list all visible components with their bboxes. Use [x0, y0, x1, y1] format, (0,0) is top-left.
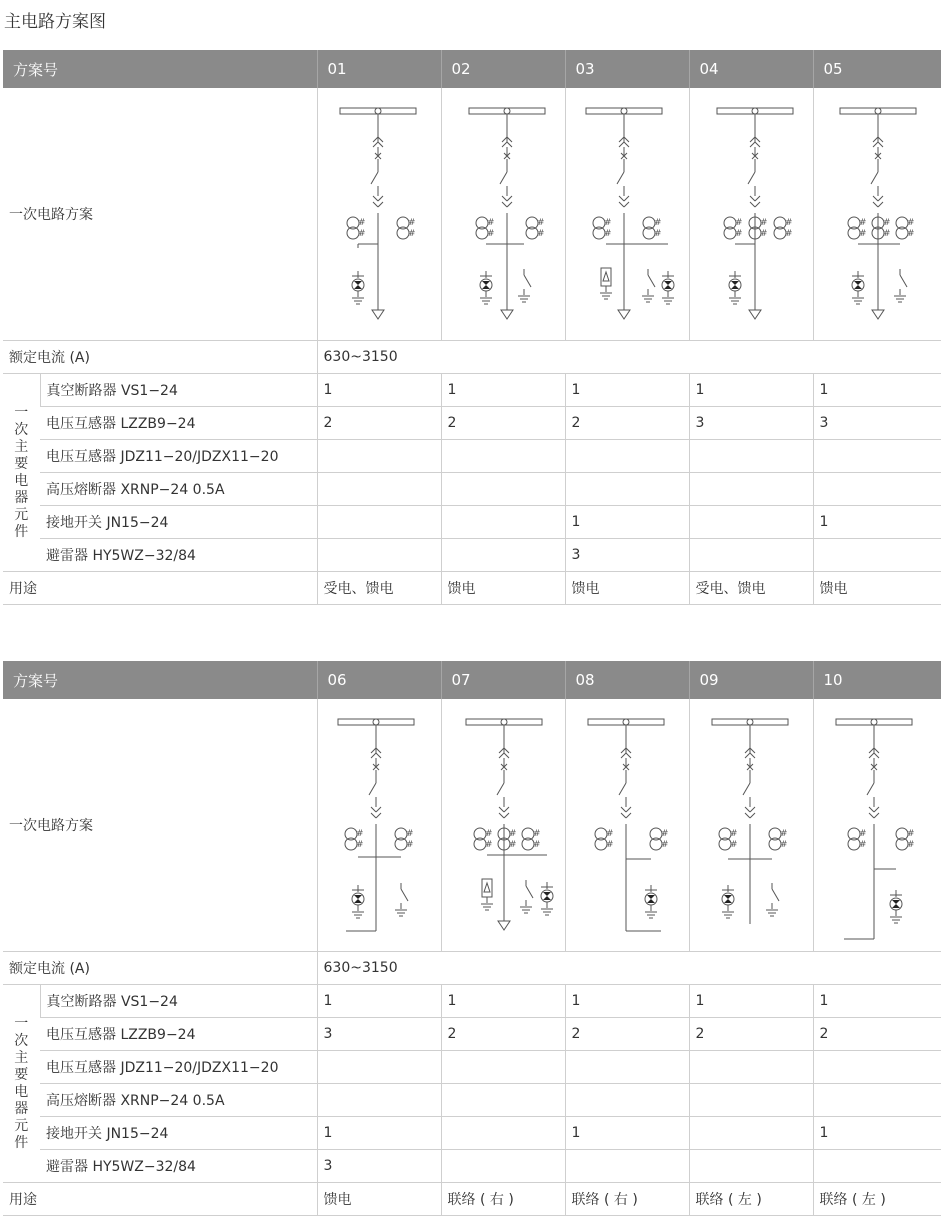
svg-text:#: #: [660, 829, 669, 839]
usage-value: 联络 ( 右 ): [441, 1183, 565, 1216]
scheme-no-label: 方案号: [3, 50, 317, 88]
svg-text:#: #: [355, 840, 364, 850]
circuit-diagram: [317, 88, 441, 341]
svg-text:#: #: [532, 840, 541, 850]
component-name: 真空断路器 VS1−24: [40, 374, 317, 407]
component-name: 高压熔断器 XRNP−24 0.5A: [40, 1084, 317, 1117]
component-qty: [441, 506, 565, 539]
component-qty: [317, 440, 441, 473]
svg-text:#: #: [906, 229, 915, 239]
component-qty: 2: [441, 407, 565, 440]
component-qty: [441, 1150, 565, 1183]
usage-label: 用途: [3, 1183, 317, 1216]
svg-text:#: #: [508, 840, 517, 850]
page-title: 主电路方案图: [4, 12, 106, 32]
svg-text:#: #: [906, 840, 915, 850]
svg-text:#: #: [660, 840, 669, 850]
component-qty: 1: [813, 1117, 941, 1150]
component-qty: [689, 473, 813, 506]
component-qty: 1: [565, 1117, 689, 1150]
svg-text:#: #: [484, 829, 493, 839]
usage-value: 馈电: [565, 572, 689, 605]
primary-circuit-label: 一次电路方案: [3, 88, 317, 341]
component-qty: 1: [317, 1117, 441, 1150]
component-qty: 1: [813, 506, 941, 539]
svg-text:#: #: [605, 840, 614, 850]
component-name: 电压互感器 LZZB9−24: [40, 407, 317, 440]
component-qty: [317, 539, 441, 572]
component-qty: [689, 1084, 813, 1117]
svg-text:#: #: [405, 829, 414, 839]
component-qty: 1: [317, 985, 441, 1018]
component-qty: [689, 1117, 813, 1150]
svg-text:#: #: [858, 229, 867, 239]
component-name: 电压互感器 JDZ11−20/JDZX11−20: [40, 440, 317, 473]
component-qty: [565, 1150, 689, 1183]
scheme-number: 10: [813, 661, 941, 699]
component-qty: [441, 440, 565, 473]
svg-text:#: #: [405, 840, 414, 850]
usage-value: 馈电: [813, 572, 941, 605]
svg-text:#: #: [536, 218, 545, 228]
svg-text:#: #: [357, 218, 366, 228]
usage-value: 受电、馈电: [317, 572, 441, 605]
svg-text:#: #: [784, 229, 793, 239]
component-qty: 3: [689, 407, 813, 440]
svg-text:#: #: [603, 229, 612, 239]
svg-text:#: #: [858, 840, 867, 850]
component-qty: 2: [441, 1018, 565, 1051]
svg-text:#: #: [355, 829, 364, 839]
component-qty: [441, 473, 565, 506]
component-qty: [441, 539, 565, 572]
component-qty: [689, 506, 813, 539]
component-qty: [813, 473, 941, 506]
svg-text:#: #: [484, 840, 493, 850]
component-qty: 3: [317, 1018, 441, 1051]
component-qty: [813, 1084, 941, 1117]
component-qty: [689, 539, 813, 572]
usage-value: 馈电: [441, 572, 565, 605]
svg-text:#: #: [486, 229, 495, 239]
scheme-number: 06: [317, 661, 441, 699]
circuit-diagram: [441, 88, 565, 341]
svg-text:#: #: [653, 218, 662, 228]
component-qty: [689, 1150, 813, 1183]
component-qty: 3: [813, 407, 941, 440]
main-components-label: 一次主要电器元件: [3, 374, 40, 572]
svg-text:#: #: [508, 829, 517, 839]
circuit-diagram: [689, 699, 813, 952]
component-qty: 1: [689, 374, 813, 407]
svg-text:#: #: [605, 829, 614, 839]
svg-text:#: #: [407, 218, 416, 228]
svg-text:#: #: [882, 218, 891, 228]
circuit-diagram: [689, 88, 813, 341]
svg-text:#: #: [407, 229, 416, 239]
component-qty: 3: [317, 1150, 441, 1183]
circuit-diagram: [565, 88, 689, 341]
circuit-diagram: [565, 699, 689, 952]
component-qty: [813, 539, 941, 572]
rated-current-value: 630~3150: [317, 952, 941, 985]
scheme-number: 01: [317, 50, 441, 88]
main-components-label: 一次主要电器元件: [3, 985, 40, 1183]
scheme-number: 05: [813, 50, 941, 88]
component-qty: [813, 1051, 941, 1084]
component-qty: 1: [317, 374, 441, 407]
svg-text:#: #: [603, 218, 612, 228]
scheme-number: 02: [441, 50, 565, 88]
component-name: 避雷器 HY5WZ−32/84: [40, 539, 317, 572]
svg-text:#: #: [759, 229, 768, 239]
component-qty: [317, 1084, 441, 1117]
component-qty: 3: [565, 539, 689, 572]
usage-value: 联络 ( 左 ): [813, 1183, 941, 1216]
rated-current-label: 额定电流 (A): [3, 952, 317, 985]
scheme-no-label: 方案号: [3, 661, 317, 699]
component-qty: [565, 1051, 689, 1084]
component-name: 高压熔断器 XRNP−24 0.5A: [40, 473, 317, 506]
component-qty: 2: [317, 407, 441, 440]
component-qty: [689, 440, 813, 473]
svg-text:#: #: [653, 229, 662, 239]
svg-text:#: #: [729, 829, 738, 839]
component-qty: [813, 440, 941, 473]
component-qty: 1: [689, 985, 813, 1018]
svg-text:#: #: [734, 229, 743, 239]
component-qty: 1: [565, 985, 689, 1018]
svg-text:#: #: [734, 218, 743, 228]
component-name: 真空断路器 VS1−24: [40, 985, 317, 1018]
scheme-table-2: [3, 661, 941, 1216]
circuit-diagram: [813, 699, 941, 952]
svg-text:#: #: [536, 229, 545, 239]
component-qty: [317, 473, 441, 506]
scheme-number: 08: [565, 661, 689, 699]
svg-text:#: #: [729, 840, 738, 850]
component-name: 接地开关 JN15−24: [40, 506, 317, 539]
component-qty: 1: [441, 985, 565, 1018]
scheme-number: 07: [441, 661, 565, 699]
scheme-number: 09: [689, 661, 813, 699]
component-qty: 1: [441, 374, 565, 407]
component-qty: 2: [565, 407, 689, 440]
svg-text:#: #: [906, 218, 915, 228]
component-qty: 2: [565, 1018, 689, 1051]
rated-current-value: 630~3150: [317, 341, 941, 374]
circuit-diagram: [813, 88, 941, 341]
component-qty: 2: [689, 1018, 813, 1051]
svg-text:#: #: [759, 218, 768, 228]
svg-text:#: #: [906, 829, 915, 839]
usage-label: 用途: [3, 572, 317, 605]
usage-value: 受电、馈电: [689, 572, 813, 605]
component-qty: [441, 1051, 565, 1084]
circuit-diagram: [441, 699, 565, 952]
component-name: 电压互感器 JDZ11−20/JDZX11−20: [40, 1051, 317, 1084]
svg-text:#: #: [779, 840, 788, 850]
component-name: 电压互感器 LZZB9−24: [40, 1018, 317, 1051]
svg-text:#: #: [779, 829, 788, 839]
svg-text:#: #: [858, 829, 867, 839]
component-qty: [441, 1117, 565, 1150]
component-qty: 1: [813, 374, 941, 407]
component-qty: 2: [813, 1018, 941, 1051]
component-name: 接地开关 JN15−24: [40, 1117, 317, 1150]
svg-text:#: #: [784, 218, 793, 228]
component-qty: [317, 506, 441, 539]
circuit-diagram: [317, 699, 441, 952]
usage-value: 馈电: [317, 1183, 441, 1216]
usage-value: 联络 ( 右 ): [565, 1183, 689, 1216]
component-qty: [317, 1051, 441, 1084]
component-qty: 1: [565, 506, 689, 539]
component-name: 避雷器 HY5WZ−32/84: [40, 1150, 317, 1183]
component-qty: [813, 1150, 941, 1183]
usage-value: 联络 ( 左 ): [689, 1183, 813, 1216]
svg-text:#: #: [882, 229, 891, 239]
svg-text:#: #: [858, 218, 867, 228]
svg-text:#: #: [532, 829, 541, 839]
primary-circuit-label: 一次电路方案: [3, 699, 317, 952]
component-qty: [565, 1084, 689, 1117]
svg-text:#: #: [357, 229, 366, 239]
component-qty: 1: [813, 985, 941, 1018]
svg-text:#: #: [486, 218, 495, 228]
component-qty: [441, 1084, 565, 1117]
component-qty: [565, 473, 689, 506]
component-qty: 1: [565, 374, 689, 407]
component-qty: [689, 1051, 813, 1084]
scheme-number: 03: [565, 50, 689, 88]
component-qty: [565, 440, 689, 473]
scheme-number: 04: [689, 50, 813, 88]
rated-current-label: 额定电流 (A): [3, 341, 317, 374]
scheme-table-1: [3, 50, 941, 605]
